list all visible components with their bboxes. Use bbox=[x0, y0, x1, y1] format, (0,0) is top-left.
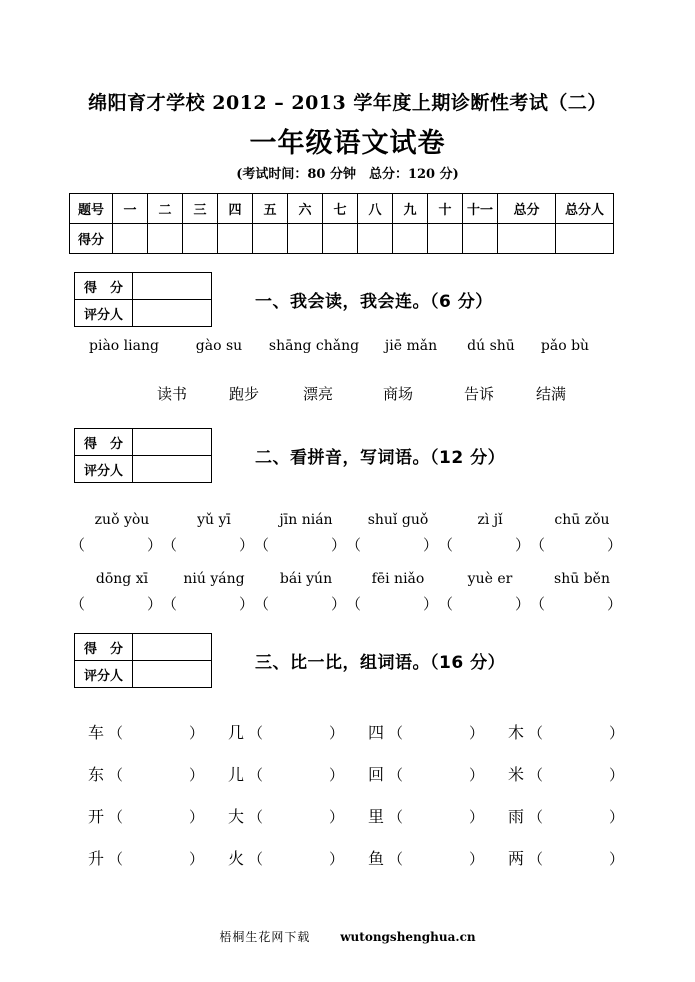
paren-close: ） bbox=[609, 766, 625, 784]
section-1-word-row bbox=[136, 383, 584, 404]
paren-open: （ bbox=[162, 595, 178, 613]
prompt-character: 雨 bbox=[508, 807, 525, 826]
score-table-col-11: 十一 bbox=[463, 194, 498, 224]
score-cell-9[interactable] bbox=[393, 224, 428, 254]
paren-close: ） bbox=[238, 536, 254, 554]
prompt-character: 大 bbox=[228, 807, 245, 826]
paren-open: （ bbox=[388, 766, 404, 784]
paren-open: （ bbox=[254, 536, 270, 554]
score-cell-2[interactable] bbox=[148, 224, 183, 254]
score-cell-5[interactable] bbox=[253, 224, 288, 254]
answer-blank[interactable] bbox=[528, 722, 624, 743]
answer-blank[interactable] bbox=[162, 593, 254, 614]
prompt-character: 两 bbox=[508, 849, 525, 868]
paren-open: （ bbox=[248, 766, 264, 784]
pinyin-item: fēi niǎo bbox=[371, 571, 425, 587]
answer-blank[interactable] bbox=[530, 593, 622, 614]
score-summary-table bbox=[69, 193, 614, 254]
paren-close: ） bbox=[609, 724, 625, 742]
pinyin-item: chū zǒu bbox=[554, 512, 610, 528]
paren-open: （ bbox=[438, 536, 454, 554]
pinyin-item: dú shū bbox=[467, 338, 515, 354]
score-table-col-9: 九 bbox=[393, 194, 428, 224]
char-answer-pair[interactable] bbox=[228, 720, 368, 743]
paren-open: （ bbox=[248, 808, 264, 826]
grade-box-marker-value[interactable] bbox=[133, 300, 212, 327]
score-cell-7[interactable] bbox=[323, 224, 358, 254]
paren-close: ） bbox=[422, 595, 438, 613]
paren-close: ） bbox=[329, 850, 345, 868]
paren-open: （ bbox=[388, 850, 404, 868]
paren-open: （ bbox=[530, 595, 546, 613]
score-table-col-1: 一 bbox=[113, 194, 148, 224]
paren-open: （ bbox=[162, 536, 178, 554]
char-answer-pair[interactable] bbox=[508, 804, 648, 827]
score-cell-11[interactable] bbox=[463, 224, 498, 254]
pinyin-item: shū běn bbox=[554, 571, 610, 587]
score-table-row-label-score: 得分 bbox=[70, 224, 113, 254]
char-answer-pair[interactable] bbox=[88, 762, 228, 785]
prompt-character: 回 bbox=[368, 765, 385, 784]
answer-blank[interactable] bbox=[162, 534, 254, 555]
grade-box-marker-value[interactable] bbox=[133, 661, 212, 688]
answer-blank[interactable] bbox=[528, 764, 624, 785]
answer-blank[interactable] bbox=[70, 593, 162, 614]
pinyin-item: pǎo bù bbox=[540, 338, 590, 354]
answer-blank[interactable] bbox=[388, 722, 484, 743]
pinyin-item: jiē mǎn bbox=[384, 338, 438, 354]
table-row bbox=[75, 634, 212, 661]
prompt-character: 火 bbox=[228, 849, 245, 868]
paren-open: （ bbox=[254, 595, 270, 613]
word-item[interactable]: 读书 bbox=[156, 385, 187, 403]
answer-blank[interactable] bbox=[108, 722, 204, 743]
char-answer-pair[interactable] bbox=[368, 804, 508, 827]
prompt-character: 木 bbox=[508, 723, 525, 742]
word-item[interactable]: 告诉 bbox=[463, 385, 494, 403]
pinyin-item: zì jǐ bbox=[477, 512, 503, 528]
prompt-character: 四 bbox=[368, 723, 385, 742]
section-heading-3: 三、比一比，组词语。（16 分） bbox=[255, 653, 506, 673]
score-cell-6[interactable] bbox=[288, 224, 323, 254]
paren-open: （ bbox=[346, 536, 362, 554]
section-2-answer-row-2 bbox=[70, 593, 622, 614]
table-row bbox=[75, 273, 212, 300]
pinyin-item: shuǐ guǒ bbox=[367, 512, 429, 528]
score-table-col-4: 四 bbox=[218, 194, 253, 224]
word-item[interactable]: 漂亮 bbox=[302, 385, 333, 403]
answer-blank[interactable] bbox=[108, 848, 204, 869]
table-row bbox=[75, 300, 212, 327]
pinyin-item: niú yáng bbox=[183, 571, 245, 587]
score-cell-1[interactable] bbox=[113, 224, 148, 254]
grade-box-score-label: 得 分 bbox=[75, 429, 133, 456]
answer-blank[interactable] bbox=[248, 848, 344, 869]
paren-close: ） bbox=[189, 808, 205, 826]
exam-meta: (考试时间：80 分钟 总分：120 分) bbox=[236, 167, 459, 182]
grade-box-marker-label: 评分人 bbox=[75, 661, 133, 688]
section-2-pinyin-row-2 bbox=[76, 571, 628, 587]
paren-close: ） bbox=[330, 536, 346, 554]
section-3-row-1 bbox=[88, 720, 648, 743]
footer-site-url[interactable]: wutongshenghua.cn bbox=[340, 930, 476, 944]
paren-close: ） bbox=[606, 536, 622, 554]
pinyin-item: yuè er bbox=[467, 571, 513, 587]
paren-close: ） bbox=[189, 724, 205, 742]
table-row bbox=[75, 456, 212, 483]
pinyin-item: shāng chǎng bbox=[268, 338, 360, 354]
paren-open: （ bbox=[70, 536, 86, 554]
paren-open: （ bbox=[388, 724, 404, 742]
paren-open: （ bbox=[528, 808, 544, 826]
char-answer-pair[interactable] bbox=[508, 846, 648, 869]
paren-close: ） bbox=[609, 850, 625, 868]
paren-close: ） bbox=[189, 766, 205, 784]
answer-blank[interactable] bbox=[528, 848, 624, 869]
footer-site-name: 梧桐生花网下载 bbox=[219, 930, 311, 944]
footer bbox=[0, 928, 695, 945]
answer-blank[interactable] bbox=[248, 722, 344, 743]
prompt-character: 车 bbox=[88, 723, 105, 742]
paren-open: （ bbox=[108, 850, 124, 868]
paren-open: （ bbox=[248, 724, 264, 742]
score-table-col-2: 二 bbox=[148, 194, 183, 224]
score-table-col-total-marker: 总分人 bbox=[556, 194, 614, 224]
paren-open: （ bbox=[528, 850, 544, 868]
prompt-character: 儿 bbox=[228, 765, 245, 784]
answer-blank[interactable] bbox=[108, 764, 204, 785]
score-cell-total-marker[interactable] bbox=[556, 224, 614, 254]
paren-open: （ bbox=[108, 766, 124, 784]
section-2-pinyin-row-1 bbox=[76, 512, 628, 528]
prompt-character: 米 bbox=[508, 765, 525, 784]
answer-blank[interactable] bbox=[248, 764, 344, 785]
answer-blank[interactable] bbox=[388, 848, 484, 869]
score-cell-4[interactable] bbox=[218, 224, 253, 254]
grade-box-marker-value[interactable] bbox=[133, 456, 212, 483]
paren-close: ） bbox=[469, 850, 485, 868]
char-answer-pair[interactable] bbox=[508, 720, 648, 743]
paren-open: （ bbox=[530, 536, 546, 554]
answer-blank[interactable] bbox=[254, 593, 346, 614]
paren-open: （ bbox=[70, 595, 86, 613]
score-cell-10[interactable] bbox=[428, 224, 463, 254]
grade-box-section-1 bbox=[74, 272, 212, 327]
paren-close: ） bbox=[514, 536, 530, 554]
paren-close: ） bbox=[606, 595, 622, 613]
paren-open: （ bbox=[108, 808, 124, 826]
answer-blank[interactable] bbox=[346, 593, 438, 614]
char-answer-pair[interactable] bbox=[228, 804, 368, 827]
prompt-character: 几 bbox=[228, 723, 245, 742]
table-row bbox=[70, 224, 614, 254]
grade-box-score-value[interactable] bbox=[133, 429, 212, 456]
table-row bbox=[75, 429, 212, 456]
char-answer-pair[interactable] bbox=[368, 762, 508, 785]
paper-title: 一年级语文试卷 bbox=[249, 128, 446, 159]
paren-open: （ bbox=[438, 595, 454, 613]
prompt-character: 开 bbox=[88, 807, 105, 826]
paren-open: （ bbox=[248, 850, 264, 868]
pinyin-item: bái yún bbox=[279, 571, 333, 587]
paren-close: ） bbox=[146, 536, 162, 554]
char-answer-pair[interactable] bbox=[368, 846, 508, 869]
table-row bbox=[75, 661, 212, 688]
section-heading-1: 一、我会读，我会连。（6 分） bbox=[255, 292, 493, 312]
answer-blank[interactable] bbox=[388, 806, 484, 827]
grade-box-marker-label: 评分人 bbox=[75, 300, 133, 327]
grade-box-section-2 bbox=[74, 428, 212, 483]
word-item[interactable]: 跑步 bbox=[228, 385, 259, 403]
grade-box-marker-label: 评分人 bbox=[75, 456, 133, 483]
paren-open: （ bbox=[528, 766, 544, 784]
paren-close: ） bbox=[609, 808, 625, 826]
char-answer-pair[interactable] bbox=[368, 720, 508, 743]
char-answer-pair[interactable] bbox=[88, 720, 228, 743]
score-cell-8[interactable] bbox=[358, 224, 393, 254]
prompt-character: 东 bbox=[88, 765, 105, 784]
section-3-row-3 bbox=[88, 804, 648, 827]
prompt-character: 里 bbox=[368, 807, 385, 826]
score-table-col-6: 六 bbox=[288, 194, 323, 224]
answer-blank[interactable] bbox=[346, 534, 438, 555]
pinyin-item: zuǒ yòu bbox=[94, 512, 150, 528]
paren-close: ） bbox=[238, 595, 254, 613]
paren-close: ） bbox=[329, 808, 345, 826]
char-answer-pair[interactable] bbox=[88, 846, 228, 869]
paren-open: （ bbox=[528, 724, 544, 742]
section-1-pinyin-row bbox=[70, 338, 602, 354]
score-table-col-total: 总分 bbox=[498, 194, 556, 224]
answer-blank[interactable] bbox=[528, 806, 624, 827]
paren-close: ） bbox=[329, 724, 345, 742]
score-table-col-3: 三 bbox=[183, 194, 218, 224]
paren-close: ） bbox=[422, 536, 438, 554]
paren-close: ） bbox=[469, 766, 485, 784]
paren-close: ） bbox=[189, 850, 205, 868]
paren-open: （ bbox=[388, 808, 404, 826]
answer-blank[interactable] bbox=[438, 593, 530, 614]
char-answer-pair[interactable] bbox=[228, 762, 368, 785]
char-answer-pair[interactable] bbox=[508, 762, 648, 785]
section-heading-2: 二、看拼音，写词语。（12 分） bbox=[255, 448, 506, 468]
grade-box-score-label: 得 分 bbox=[75, 273, 133, 300]
table-row bbox=[70, 194, 614, 224]
score-table-col-5: 五 bbox=[253, 194, 288, 224]
answer-blank[interactable] bbox=[438, 534, 530, 555]
paren-open: （ bbox=[108, 724, 124, 742]
answer-blank[interactable] bbox=[254, 534, 346, 555]
pinyin-item: jīn nián bbox=[279, 512, 333, 528]
section-3-row-4 bbox=[88, 846, 648, 869]
score-table-col-8: 八 bbox=[358, 194, 393, 224]
school-exam-title: 绵阳育才学校 2012 – 2013 学年度上期诊断性考试（二） bbox=[88, 92, 607, 114]
grade-box-score-label: 得 分 bbox=[75, 634, 133, 661]
pinyin-item: gào su bbox=[195, 338, 243, 354]
pinyin-item: piào liang bbox=[89, 338, 159, 354]
paren-close: ） bbox=[469, 724, 485, 742]
grade-box-score-value[interactable] bbox=[133, 634, 212, 661]
paren-close: ） bbox=[146, 595, 162, 613]
score-cell-3[interactable] bbox=[183, 224, 218, 254]
score-cell-total[interactable] bbox=[498, 224, 556, 254]
score-table-row-label: 题号 bbox=[70, 194, 113, 224]
score-table-col-7: 七 bbox=[323, 194, 358, 224]
paren-close: ） bbox=[469, 808, 485, 826]
section-3-row-2 bbox=[88, 762, 648, 785]
answer-blank[interactable] bbox=[108, 806, 204, 827]
prompt-character: 鱼 bbox=[368, 849, 385, 868]
answer-blank[interactable] bbox=[70, 534, 162, 555]
section-2-answer-row-1 bbox=[70, 534, 622, 555]
answer-blank[interactable] bbox=[530, 534, 622, 555]
answer-blank[interactable] bbox=[388, 764, 484, 785]
word-item[interactable]: 商场 bbox=[382, 385, 413, 403]
prompt-character: 升 bbox=[88, 849, 105, 868]
pinyin-item: yǔ yī bbox=[197, 512, 231, 528]
char-answer-pair[interactable] bbox=[228, 846, 368, 869]
grade-box-score-value[interactable] bbox=[133, 273, 212, 300]
paren-close: ） bbox=[514, 595, 530, 613]
grade-box-section-3 bbox=[74, 633, 212, 688]
paren-close: ） bbox=[329, 766, 345, 784]
paren-close: ） bbox=[330, 595, 346, 613]
score-table-col-10: 十 bbox=[428, 194, 463, 224]
char-answer-pair[interactable] bbox=[88, 804, 228, 827]
word-item[interactable]: 结满 bbox=[535, 385, 566, 403]
answer-blank[interactable] bbox=[248, 806, 344, 827]
pinyin-item: dōng xī bbox=[95, 571, 149, 587]
paren-open: （ bbox=[346, 595, 362, 613]
